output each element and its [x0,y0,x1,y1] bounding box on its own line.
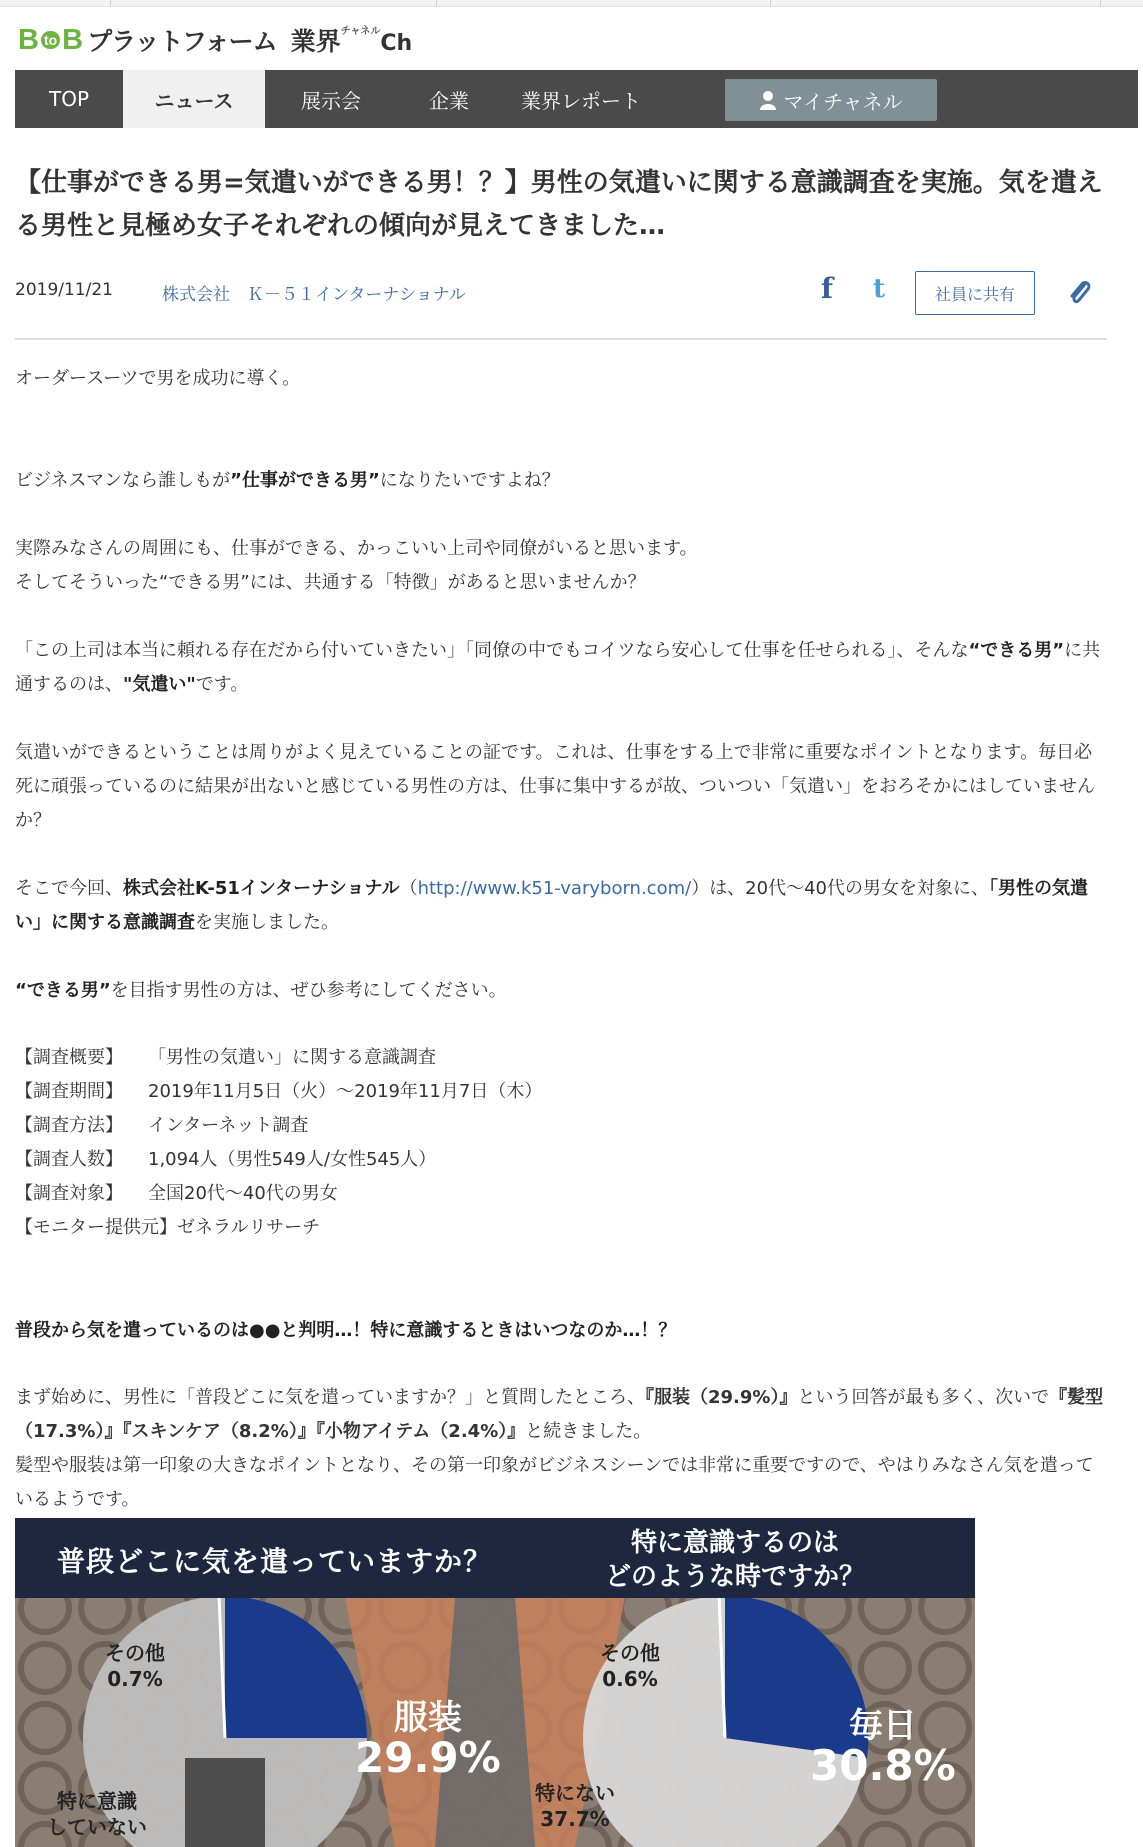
nav-item-news[interactable]: ニュース [123,70,265,128]
logo-channel-ch: Ch [380,31,413,56]
nav-item-companies[interactable]: 企業 [429,88,469,113]
survey-row: 【調査人数】 1,094人（男性549人/女性545人） [15,1149,437,1170]
left-none-label: 特に意識 していない [47,1789,147,1839]
paragraph-3: 「この上司は本当に頼れる存在だから付いていきたい」「同僚の中でもコイツなら安心して仕事を任せられる」、そんな“できる男”に共通するのは、"気遣い"です。 [15,640,1101,695]
paragraph-4: 気遣いができるということは周りがよく見えていることの証です。これは、仕事をする上で非常に重要なポイントとなります。毎日必死に頑張っているのに結果が出ないと感じている男性の方は、仕事に集中するが故、ついつい「気遣い」をおろそかにはしていませんか？ [15,742,1095,831]
paragraph-6: “できる男”を目指す男性の方は、ぜひ参考にしてください。 [15,980,507,1001]
paragraph-2-line-2: そしてそういった“できる男”には、共通する「特徴」があると思いませんか？ [15,572,646,593]
user-icon [760,90,776,110]
meta-divider [15,338,1107,340]
facebook-share-icon[interactable]: f [821,272,834,305]
mychannel-label: マイチャネル [783,89,903,114]
twitter-share-icon[interactable]: t [873,274,886,304]
right-main-label: 毎日 30.8% [810,1706,956,1790]
company-website-link[interactable]: http://www.k51-varyborn.com/ [417,878,692,899]
survey-infographic [15,1518,975,1847]
mychannel-button[interactable] [725,79,937,121]
intro-line: オーダースーツで男を成功に導く。 [15,368,301,389]
company-link[interactable]: 株式会社 Ｋ－５１インターナショナル [162,285,466,305]
logo-channel-ruby: チャネル [340,26,381,37]
paragraph-7: まず始めに、男性に「普段どこに気を遣っていますか？」と質問したところ、『服装（29.9%）』という回答が最も多く、次いで『髪型（17.3%）』『スキンケア（8.2%）』『小物アイテム（2.4%）』と続きました。 髪型や服装は第一印象の大きなポイントとなり、その第一印象がビジネスシーンでは非常に重要ですので、やはりみなさん気を遣っているようです。 [15,1381,1110,1517]
logo-channel [291,22,413,58]
paragraph-2-line-1: 実際みなさんの周囲にも、仕事ができる、かっこいい上司や同僚がいると思います。 [15,538,698,559]
browser-top-strip [0,0,1143,7]
survey-row: 【調査期間】 2019年11月5日（火）〜2019年11月7日（木） [15,1081,543,1102]
right-other-label: その他 0.6% [600,1641,660,1691]
nav-item-exhibition[interactable]: 展示会 [301,88,361,113]
survey-row: 【調査対象】 全国20代〜40代の男女 [15,1183,338,1204]
survey-row: 【調査概要】 「男性の気遣い」に関する意識調査 [15,1047,436,1068]
logo-platform: プラットフォーム [87,27,277,56]
right-none-label: 特にない 37.7% [535,1781,615,1831]
article-meta [15,272,1107,312]
article-date: 2019/11/21 [15,280,113,300]
right-chart-title: 特に意識するのは どのような時ですか？ [605,1528,866,1592]
logo-to: to [41,31,60,49]
paragraph-1: ビジネスマンなら誰しもが”仕事ができる男”になりたいですよね？ [15,470,560,491]
paragraph-8: 髪型や服装は第一印象の大きなポイントとなり、その第一印象がビジネスシーンでは非常に重要ですので、やはりみなさん気を遣っているようです。 [15,1455,1094,1510]
share-with-staff-button[interactable]: 社員に共有 [915,271,1035,315]
survey-provider: 【モニター提供元】ゼネラルリサーチ [15,1217,321,1238]
left-chart-title: 普段どこに気を遣っていますか？ [57,1545,493,1578]
logo-channel-top: 業界 [290,27,341,56]
left-main-label: 服装 29.9% [355,1698,501,1782]
survey-row: 【調査方法】 インターネット調査 [15,1115,309,1136]
article-body [15,362,1110,1008]
nav-item-industry-report[interactable]: 業界レポート [521,88,641,113]
nav-item-top[interactable]: TOP [48,87,90,111]
left-other-label: その他 0.7% [105,1641,165,1691]
section-heading: 普段から気を遣っているのは●●と判明…！特に意識するときはいつなのか…！？ [15,1320,677,1341]
paragraph-5: そこで今回、株式会社K-51インターナショナル（http://www.k51-varyborn.com/）は、20代〜40代の男女を対象に、「男性の気遣い」に関する意識調査を実施しました。 [15,878,1088,933]
logo-b1: B [18,23,39,56]
main-nav [15,70,1138,128]
site-logo[interactable] [18,22,412,58]
paperclip-icon[interactable] [1067,278,1093,308]
logo-b2: B [62,23,84,56]
survey-info [15,1041,542,1245]
article-title: 【仕事ができる男=気遣いができる男！？】男性の気遣いに関する意識調査を実施。気を遣える男性と見極め女子それぞれの傾向が見えてきました… [15,168,1103,241]
